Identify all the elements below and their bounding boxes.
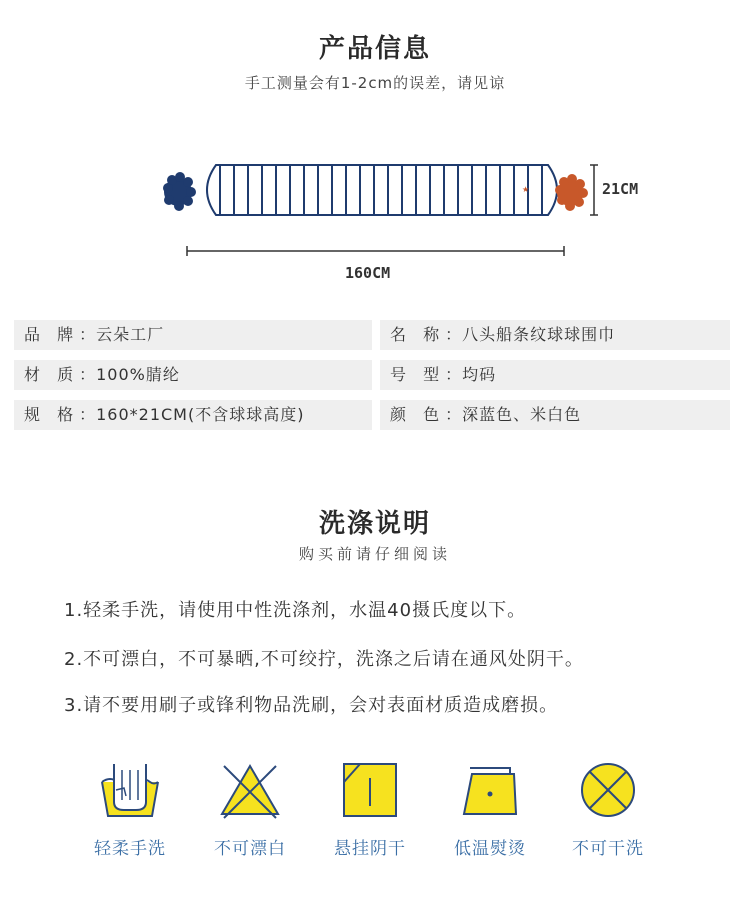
care-label: 不可漂白 (214, 839, 286, 859)
height-label: 21CM (602, 180, 639, 198)
spec-dimensions: 规 格：160*21CM(不含球球高度) (14, 400, 372, 430)
washing-title: 洗涤说明 (318, 509, 431, 539)
care-symbol-low-iron (435, 760, 545, 859)
scarf-diagram (158, 150, 658, 280)
care-label: 低温熨烫 (454, 839, 526, 859)
height-dimension (590, 165, 598, 215)
spec-color: 颜 色：深蓝色、米白色 (380, 400, 730, 430)
no-dry-clean-icon (576, 760, 640, 820)
product-info-subtitle: 手工测量会有1-2cm的误差，请见谅 (244, 74, 506, 92)
low-iron-icon (458, 760, 522, 820)
svg-text:★: ★ (522, 185, 530, 194)
rust-pompom (555, 174, 588, 211)
instruction-item: 3.请不要用刷子或锋利物品洗刷，会对表面材质造成磨损。 (64, 695, 559, 716)
hand-wash-icon (98, 760, 162, 820)
spec-name: 名 称：八头船条纹球球围巾 (380, 320, 730, 350)
instruction-item: 2.不可漂白，不可暴晒,不可绞拧，洗涤之后请在通风处阴干。 (64, 649, 584, 670)
spec-size: 号 型：均码 (380, 360, 730, 390)
length-dimension (187, 246, 564, 256)
navy-pompom (163, 172, 196, 211)
care-label: 悬挂阴干 (334, 839, 406, 859)
spec-brand: 品 牌：云朵工厂 (14, 320, 372, 350)
care-symbol-no-dry-clean (553, 760, 663, 859)
no-bleach-icon (218, 760, 282, 820)
washing-subtitle: 购买前请仔细阅读 (298, 545, 451, 563)
care-symbol-no-bleach (195, 760, 305, 859)
line-dry-shade-icon (338, 760, 402, 820)
length-label: 160CM (345, 264, 391, 282)
spec-material: 材 质：100%腈纶 (14, 360, 372, 390)
care-symbol-hand-wash (75, 760, 185, 859)
care-label: 轻柔手洗 (94, 839, 166, 859)
care-label: 不可干洗 (572, 839, 644, 859)
care-symbol-line-dry (315, 760, 425, 859)
product-info-title: 产品信息 (318, 34, 431, 64)
scarf-illustration (158, 150, 658, 280)
instruction-item: 1.轻柔手洗，请使用中性洗涤剂，水温40摄氏度以下。 (64, 600, 527, 621)
